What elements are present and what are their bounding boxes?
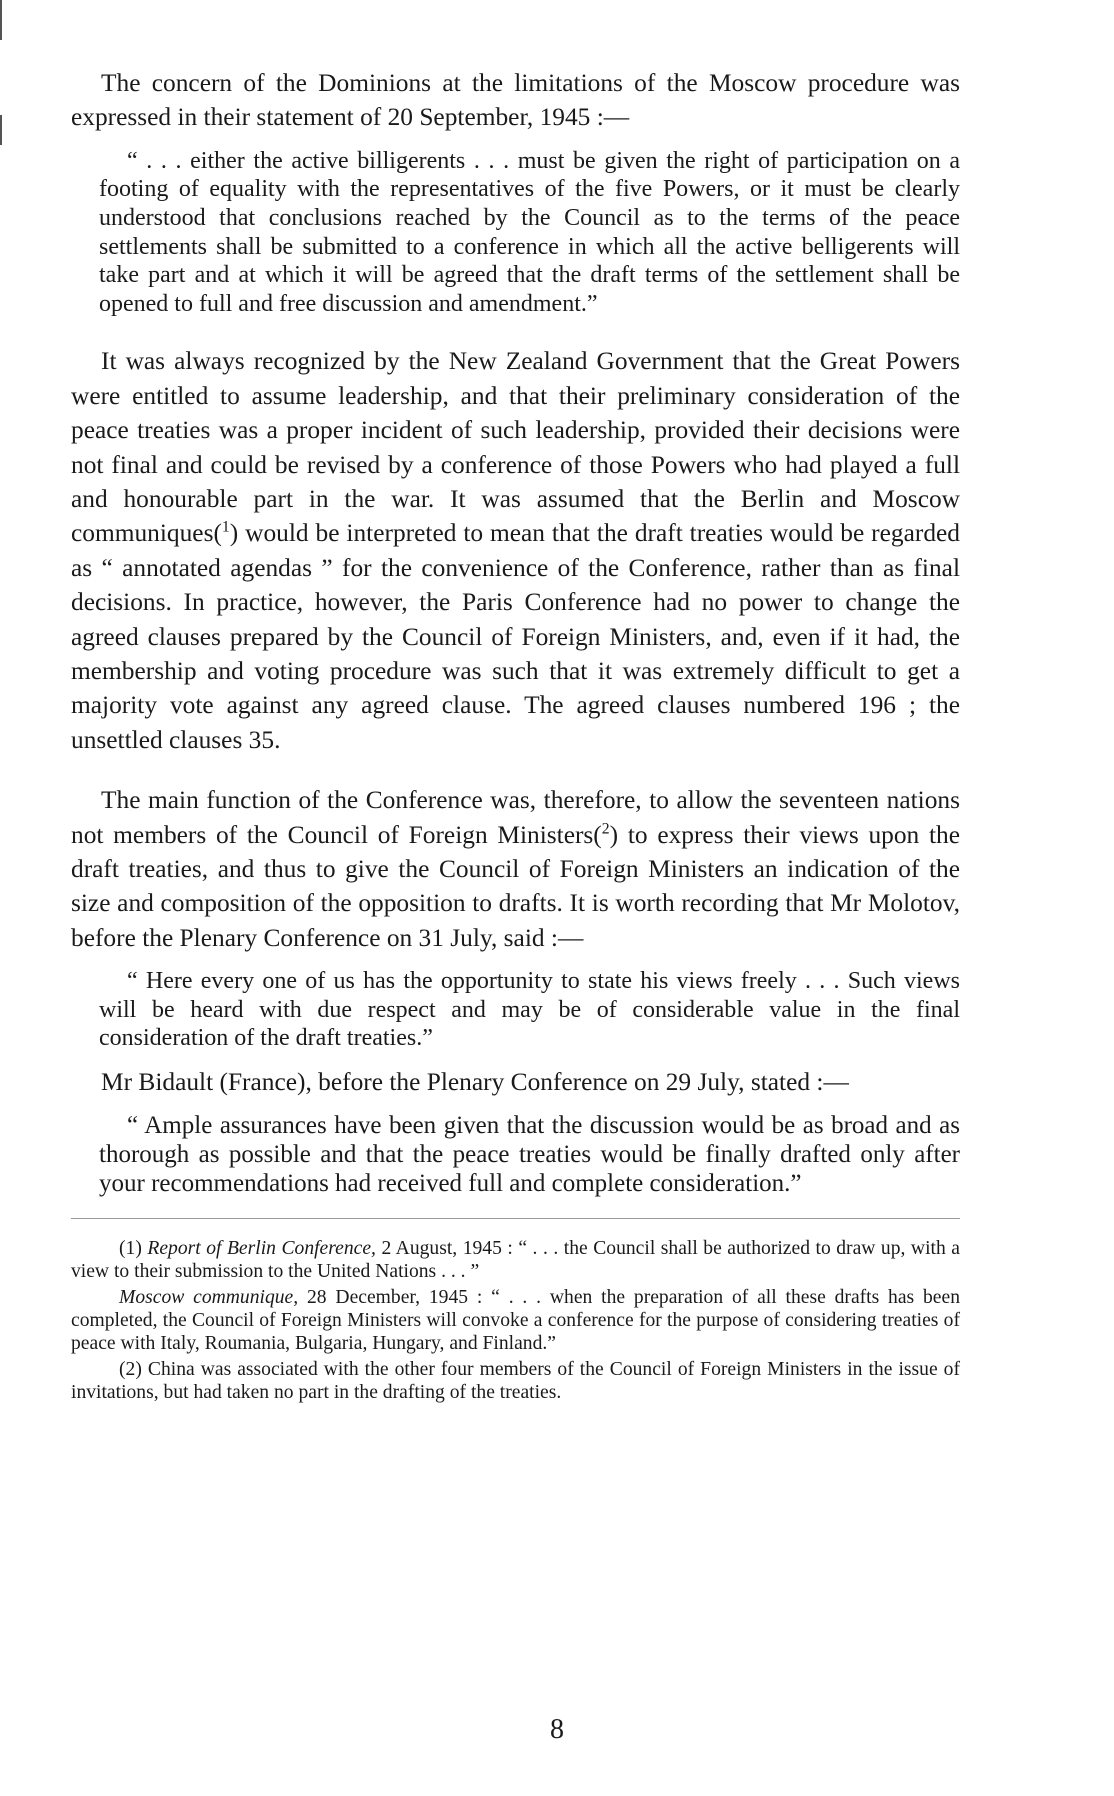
scan-edge-mark: [0, 0, 2, 40]
footnote-mark: (1): [119, 1238, 142, 1260]
footnote-text: China was associated with the other four members of the Council of Foreign Ministers in the issue of invitations, but had taken no part in the drafting of the treaties.: [71, 1359, 960, 1404]
footnote-mark: (2): [119, 1359, 142, 1381]
quote-text: “ Here every one of us has the opportunity to state his views freely . . . Such views will be heard with due respect and may be of considerable value in the final consideration of the draft treaties.”: [99, 968, 960, 1052]
page-number: 8: [550, 1714, 564, 1745]
scan-edge-mark: [0, 115, 2, 145]
footnote-source-title: Moscow communique,: [119, 1287, 299, 1309]
footnote-text: 2 August, 1945 : “ . . . the Council shall be authorized to draw up, with a view to their submission to the United Nations . . . ”: [71, 1238, 960, 1283]
block-quote: [99, 1111, 960, 1198]
page-content: [71, 66, 960, 1404]
paragraph-text: ) to express their views upon the draft treaties, and thus to give the Council of Foreign Ministers an indication of the size and composition of the opposition to drafts. It is worth recording that Mr Molotov, before the Plenary Conference on 31 July, said :—: [71, 820, 960, 952]
footnote-ref: 2: [601, 820, 610, 838]
paragraph-text: The main function of the Conference was, therefore, to allow the seventeen nations not members of the Council of Foreign Ministers(: [71, 786, 960, 849]
block-quote: [99, 967, 960, 1053]
footnote-divider: [71, 1218, 960, 1219]
body-paragraph: [71, 344, 960, 757]
footnote: [71, 1237, 960, 1283]
quote-text: “ . . . either the active billigerents . . . must be given the right of participation on a footing of equality with the representatives of the five Powers, or it must be clearly understood that conclusions reached by the Council as to the terms of the peace settlements shall be submitted to a conference in which all the active belligerents will take part and at which it will be agreed that the draft terms of the settlement shall be opened to full and free discussion and amendment.”: [99, 147, 960, 317]
footnote: [71, 1358, 960, 1404]
block-quote: [99, 147, 960, 319]
paragraph-text: ) would be interpreted to mean that the draft treaties would be regarded as “ annotated agendas ” for the convenience of the Conference, rather than as final decisions. In practice, however, the Paris Conference had no power to change the agreed clauses prepared by the Council of Foreign Ministers, and, even if it had, the membership and voting procedure was such that it was extremely difficult to get a majority vote against any agreed clause. The agreed clauses numbered 196 ; the unsettled clauses 35.: [71, 519, 960, 754]
body-paragraph: [71, 783, 960, 955]
footnote-ref: 1: [221, 518, 230, 536]
quote-text: “ Ample assurances have been given that the discussion would be as broad and as thorough as possible and that the peace treaties would be finally drafted only after your recommendations had received full and complete consideration.”: [99, 1112, 960, 1198]
footnote-source-title: Report of Berlin Conference,: [147, 1238, 376, 1260]
body-paragraph: [71, 66, 960, 135]
paragraph-text: Mr Bidault (France), before the Plenary Conference on 29 July, stated :—: [101, 1068, 849, 1097]
body-paragraph: [71, 1065, 960, 1099]
paragraph-text: It was always recognized by the New Zealand Government that the Great Powers were entitled to assume leadership, and that their preliminary consideration of the peace treaties was a proper incident of such leadership, provided their decisions were not final and could be revised by a conference of those Powers who had played a full and honourable part in the war. It was assumed that the Berlin and Moscow communiques(: [71, 347, 960, 548]
paragraph-text: The concern of the Dominions at the limitations of the Moscow procedure was expressed in their statement of 20 September, 1945 :—: [71, 69, 960, 132]
footnote: [71, 1286, 960, 1355]
footnote-text: 28 December, 1945 : “ . . . when the preparation of all these drafts has been completed, the Council of Foreign Ministers will convoke a conference for the purpose of considering treaties of peace with Italy, Roumania, Bulgaria, Hungary, and Finland.”: [71, 1287, 960, 1355]
